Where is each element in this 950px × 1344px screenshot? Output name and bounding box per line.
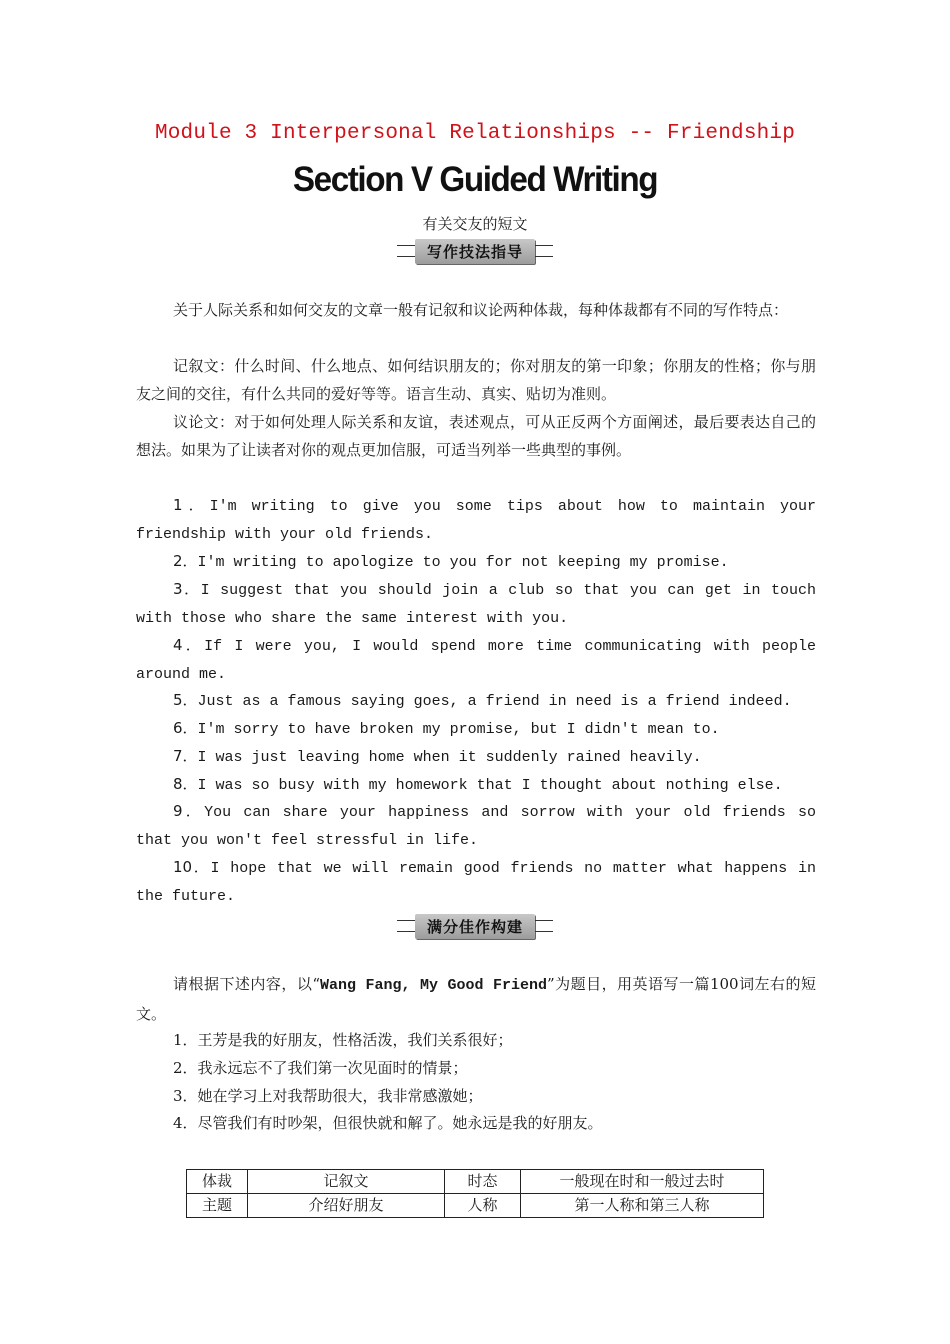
task-point: 1．王芳是我的好朋友，性格活泼，我们关系很好； — [173, 1031, 513, 1049]
task-point: 3．她在学习上对我帮助很大，我非常感激她； — [173, 1087, 483, 1105]
intro-paragraph-2: 记叙文：什么时间、什么地点、如何结识朋友的；你对朋友的第一印象；你朋友的性格；你与朋友之间的交往，有什么共同的爱好等等。语言生动、真实、贴切为准则。 — [136, 357, 816, 403]
table-cell: 一般现在时和一般过去时 — [521, 1170, 764, 1194]
info-table — [186, 1169, 764, 1218]
sentence-item: 5．Just as a famous saying goes, a friend in need is a friend indeed. — [173, 691, 792, 710]
table-cell: 时态 — [445, 1170, 521, 1194]
table-cell: 体裁 — [187, 1170, 248, 1194]
sentence-item: 7．I was just leaving home when it suddenly rained heavily. — [173, 747, 702, 766]
sentence-item: 8．I was so busy with my homework that I thought about nothing else. — [173, 775, 783, 794]
banner-label: 写作技法指导 — [415, 239, 535, 264]
technique-banner — [0, 238, 950, 264]
sentence-item: 9．You can share your happiness and sorrow with your old friends so that you won't feel stressful in life. — [136, 802, 816, 849]
sentence-item: 4．If I were you, I would spend more time communicating with people around me. — [136, 636, 816, 683]
section-title: Section V Guided Writing — [292, 160, 658, 199]
subtitle: 有关交友的短文 — [422, 215, 528, 233]
table-cell: 主题 — [187, 1194, 248, 1218]
sentence-item: 10．I hope that we will remain good friends no matter what happens in the future. — [136, 858, 816, 905]
banner-line-right — [535, 245, 553, 257]
sentence-item: 1．I'm writing to give you some tips about how to maintain your friendship with your old friends. — [136, 496, 817, 543]
banner-line-left — [397, 245, 415, 257]
task-prompt: 请根据下述内容，以“Wang Fang, My Good Friend”为题目，用英语写一篇100词左右的短文。 — [136, 975, 816, 1023]
sentence-item: 3．I suggest that you should join a club so that you can get in touch with those who share the same interest with you. — [136, 580, 816, 627]
sentence-item: 2．I'm writing to apologize to you for not keeping my promise. — [173, 552, 729, 571]
table-row — [187, 1194, 764, 1218]
task-essay-title: Wang Fang, My Good Friend — [320, 977, 547, 994]
intro-paragraph-1: 关于人际关系和如何交友的文章一般有记叙和议论两种体裁，每种体裁都有不同的写作特点： — [173, 301, 789, 319]
table-cell: 人称 — [445, 1194, 521, 1218]
banner-label: 满分佳作构建 — [415, 914, 535, 939]
module-title: Module 3 Interpersonal Relationships -- Friendship — [154, 122, 796, 145]
table-cell: 记叙文 — [248, 1170, 445, 1194]
table-cell: 第一人称和第三人称 — [521, 1194, 764, 1218]
table-row — [187, 1170, 764, 1194]
sentence-item: 6．I'm sorry to have broken my promise, but I didn't mean to. — [173, 719, 720, 738]
task-point: 4．尽管我们有时吵架，但很快就和解了。她永远是我的好朋友。 — [173, 1114, 603, 1132]
banner-line-right — [535, 920, 553, 932]
task-point: 2．我永远忘不了我们第一次见面时的情景； — [173, 1059, 468, 1077]
banner-line-left — [397, 920, 415, 932]
model-banner — [0, 913, 950, 939]
intro-paragraph-3: 议论文：对于如何处理人际关系和友谊，表述观点，可从正反两个方面阐述，最后要表达自己的想法。如果为了让读者对你的观点更加信服，可适当列举一些典型的事例。 — [136, 413, 816, 459]
table-cell: 介绍好朋友 — [248, 1194, 445, 1218]
